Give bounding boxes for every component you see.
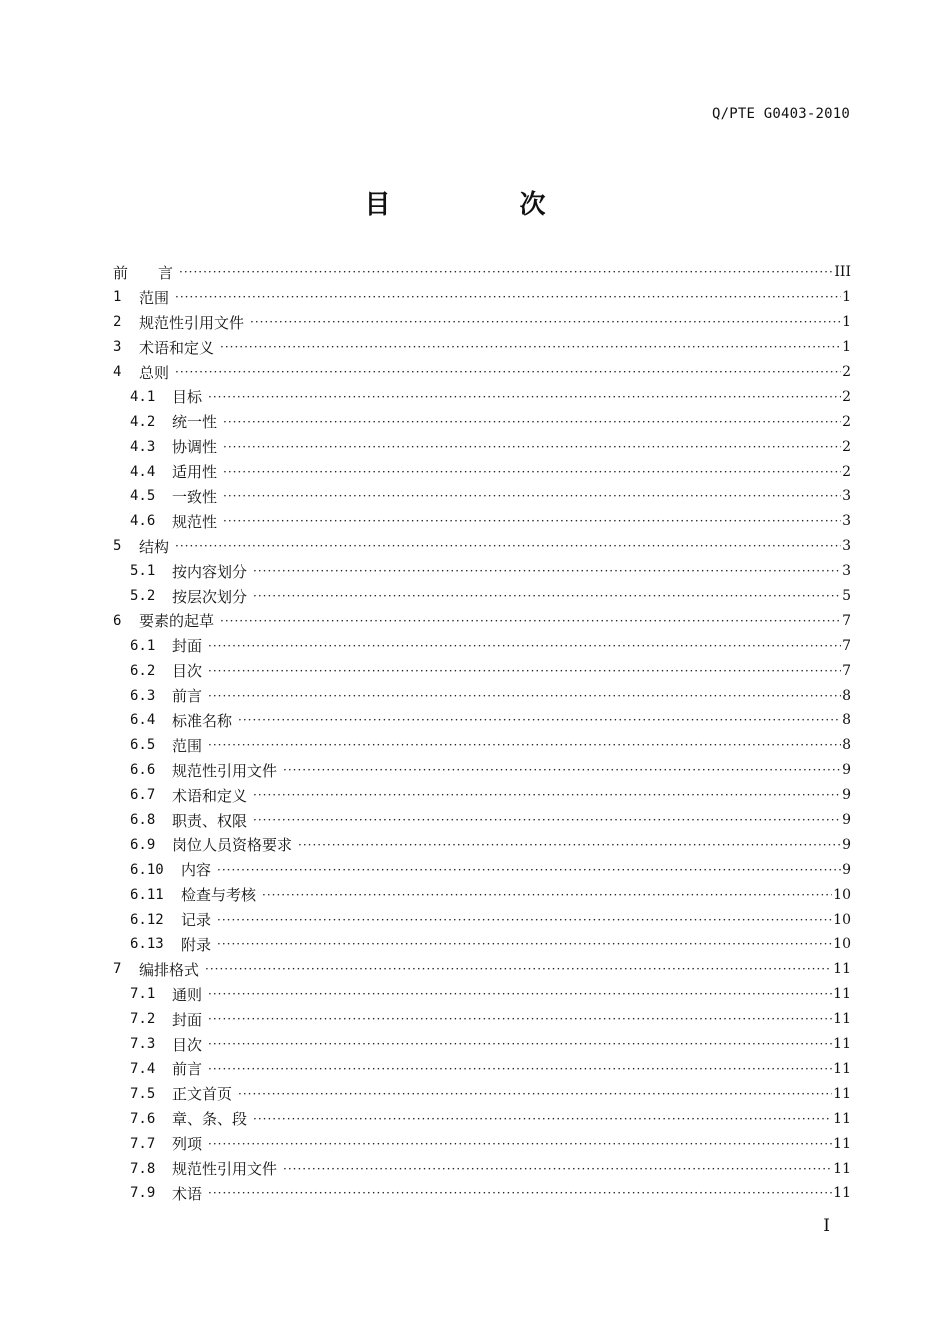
toc-entry-number: 7.2: [130, 1011, 156, 1028]
toc-entry-page: 11: [833, 1135, 851, 1152]
toc-entry-number: 6.12: [130, 911, 164, 928]
toc-leader-dots: [208, 1037, 832, 1051]
toc-entry-page: 10: [833, 886, 851, 903]
toc-entry-page: 7: [842, 662, 851, 679]
toc-entry-page: 2: [842, 364, 851, 380]
toc-entry[interactable]: [113, 1181, 851, 1206]
toc-entry-label: 总则: [139, 363, 170, 382]
toc-entry-number: 5: [113, 538, 122, 555]
toc-entry-page: 11: [833, 1085, 851, 1102]
toc-entry-number: 6.11: [130, 886, 164, 903]
toc-entry-label: 目次: [172, 1035, 203, 1054]
toc-entry[interactable]: [113, 409, 851, 434]
toc-entry-number: 6.1: [130, 637, 156, 654]
toc-entry-label: 封面: [172, 637, 203, 656]
toc-entry-page: 11: [833, 1011, 851, 1028]
toc-leader-dots: [253, 788, 841, 802]
toc-entry-page: 2: [842, 388, 851, 405]
toc-leader-dots: [217, 863, 841, 877]
toc-entry-number: 4.6: [130, 513, 156, 530]
toc-entry-page: 1: [842, 289, 851, 306]
toc-entry-label: 标准名称: [172, 711, 233, 730]
toc-entry-number: 7.8: [130, 1160, 156, 1177]
toc-entry[interactable]: [113, 384, 851, 409]
toc-entry[interactable]: [113, 758, 851, 783]
toc-entry-label: 协调性: [172, 438, 218, 457]
toc-entry-number: 6.4: [130, 712, 156, 729]
toc-leader-dots: [223, 440, 841, 454]
toc-leader-dots: [208, 987, 832, 1001]
toc-entry-page: 11: [833, 1060, 851, 1077]
toc-entry-number: 4.2: [130, 413, 156, 430]
toc-entry-page: 8: [842, 712, 851, 729]
toc-leader-dots: [208, 639, 841, 653]
toc-entry-number: 6.13: [130, 936, 164, 953]
toc-entry-number: 3: [113, 339, 122, 356]
toc-entry[interactable]: [113, 1106, 851, 1131]
toc-entry-label: 要素的起草: [139, 612, 215, 631]
toc-entry-label: 列项: [172, 1135, 203, 1154]
toc-entry-label: 按层次划分: [172, 587, 248, 606]
toc-entry-label: 内容: [181, 861, 212, 880]
toc-entry-page: 1: [842, 339, 851, 356]
toc-leader-dots: [179, 265, 833, 279]
toc-entry[interactable]: [113, 783, 851, 808]
toc-leader-dots: [283, 1162, 832, 1176]
toc-entry-page: III: [834, 264, 851, 281]
toc-leader-dots: [253, 813, 841, 827]
toc-entry-number: 4: [113, 364, 122, 380]
toc-leader-dots: [208, 390, 841, 404]
toc-entry-page: 2: [842, 413, 851, 430]
toc-entry-page: 3: [842, 513, 851, 530]
toc-entry[interactable]: [113, 434, 851, 459]
toc-entry[interactable]: [113, 708, 851, 733]
toc-entry-number: 7: [113, 961, 122, 978]
toc-entry[interactable]: [113, 608, 851, 633]
toc-entry-page: 3: [842, 488, 851, 505]
toc-entry-number: 7.1: [130, 986, 156, 1003]
toc-entry[interactable]: [113, 1081, 851, 1106]
toc-leader-dots: [223, 514, 841, 528]
toc-leader-dots: [208, 738, 841, 752]
toc-entry-number: 5.1: [130, 563, 156, 580]
toc-leader-dots: [217, 937, 832, 951]
toc-leader-dots: [175, 290, 841, 304]
toc-entry-label: 前 言: [113, 263, 174, 282]
toc-entry-page: 11: [833, 1110, 851, 1127]
toc-leader-dots: [220, 340, 841, 354]
toc-entry[interactable]: [113, 733, 851, 758]
toc-entry-page: 11: [833, 1160, 851, 1177]
toc-entry-number: 6.6: [130, 762, 156, 779]
toc-leader-dots: [238, 713, 841, 727]
toc-entry[interactable]: [113, 957, 851, 982]
toc-entry-number: 4.1: [130, 388, 156, 405]
toc-entry[interactable]: [113, 260, 851, 285]
toc-entry-label: 前言: [172, 687, 203, 706]
toc-leader-dots: [208, 1012, 832, 1026]
toc-entry-number: 4.5: [130, 488, 156, 505]
toc-entry-number: 7.5: [130, 1085, 156, 1102]
toc-leader-dots: [262, 888, 832, 902]
toc-entry-label: 术语和定义: [139, 338, 215, 357]
toc-entry-label: 结构: [139, 537, 170, 556]
toc-entry-label: 检查与考核: [181, 886, 257, 905]
toc-entry[interactable]: [113, 907, 851, 932]
toc-entry-number: 7.4: [130, 1060, 156, 1077]
page-number: I: [823, 1216, 830, 1236]
toc-entry-page: 11: [833, 1185, 851, 1202]
toc-entry[interactable]: [113, 1131, 851, 1156]
toc-entry[interactable]: [113, 658, 851, 683]
toc-entry-number: 5.2: [130, 588, 156, 605]
toc-entry-page: 11: [833, 961, 851, 978]
toc-entry-page: 5: [842, 588, 851, 605]
toc-entry[interactable]: [113, 1156, 851, 1181]
toc-entry-number: 6.2: [130, 662, 156, 679]
toc-entry-number: 6.3: [130, 687, 156, 704]
toc-entry-number: 6: [113, 612, 122, 629]
toc-entry[interactable]: [113, 832, 851, 857]
toc-entry-label: 规范性: [172, 512, 218, 531]
toc-entry-number: 7.6: [130, 1110, 156, 1127]
toc-entry-page: 1: [842, 314, 851, 331]
toc-entry[interactable]: [113, 683, 851, 708]
toc-leader-dots: [208, 1062, 832, 1076]
toc-entry-label: 统一性: [172, 413, 218, 432]
toc-entry-label: 术语和定义: [172, 786, 248, 805]
toc-entry-label: 规范性引用文件: [172, 761, 278, 780]
toc-entry-number: 6.5: [130, 737, 156, 754]
toc-entry[interactable]: [113, 1007, 851, 1032]
toc-entry-number: 7.3: [130, 1036, 156, 1053]
toc-leader-dots: [175, 365, 841, 379]
toc-entry-label: 范围: [172, 736, 203, 755]
toc-entry-page: 11: [833, 1036, 851, 1053]
toc-entry[interactable]: [113, 360, 851, 385]
toc-entry-page: 7: [842, 637, 851, 654]
toc-entry-page: 9: [842, 812, 851, 829]
toc-entry[interactable]: [113, 335, 851, 360]
toc-leader-dots: [208, 1186, 832, 1200]
toc-entry-number: 4.3: [130, 438, 156, 455]
toc-leader-dots: [238, 1087, 832, 1101]
toc-entry[interactable]: [113, 1057, 851, 1082]
toc-entry-page: 11: [833, 986, 851, 1003]
toc-entry[interactable]: [113, 459, 851, 484]
toc-leader-dots: [205, 962, 832, 976]
toc-entry-page: 2: [842, 463, 851, 480]
toc-entry-number: 6.9: [130, 836, 156, 853]
toc-entry-label: 前言: [172, 1060, 203, 1079]
toc-entry-label: 范围: [139, 288, 170, 307]
toc-entry-page: 10: [833, 911, 851, 928]
toc-entry-label: 正文首页: [172, 1085, 233, 1104]
toc-leader-dots: [208, 689, 841, 703]
toc-entry[interactable]: [113, 509, 851, 534]
toc-entry[interactable]: [113, 584, 851, 609]
toc-leader-dots: [220, 614, 841, 628]
toc-leader-dots: [253, 1112, 832, 1126]
toc-entry-label: 目标: [172, 388, 203, 407]
toc-entry-label: 术语: [172, 1184, 203, 1203]
toc-entry-number: 2: [113, 314, 122, 331]
toc-entry-page: 3: [842, 563, 851, 580]
toc-entry-label: 规范性引用文件: [172, 1160, 278, 1178]
toc-entry-label: 章、条、段: [172, 1110, 248, 1129]
toc-entry-page: 8: [842, 687, 851, 704]
toc-entry-page: 10: [833, 936, 851, 953]
toc-entry-page: 9: [842, 861, 851, 878]
toc-entry[interactable]: [113, 857, 851, 882]
toc-leader-dots: [223, 465, 841, 479]
toc-leader-dots: [208, 664, 841, 678]
toc-entry-label: 通则: [172, 985, 203, 1004]
toc-entry[interactable]: [113, 285, 851, 310]
toc-entry[interactable]: [113, 484, 851, 509]
toc-entry-number: 7.7: [130, 1135, 156, 1152]
toc-leader-dots: [175, 539, 841, 553]
toc-entry-label: 岗位人员资格要求: [172, 836, 293, 855]
toc-entry[interactable]: [113, 633, 851, 658]
toc-entry-page: 8: [842, 737, 851, 754]
document-code: Q/PTE G0403-2010: [711, 106, 850, 122]
toc-leader-dots: [298, 838, 841, 852]
table-of-contents: [113, 260, 851, 1206]
toc-entry[interactable]: [113, 534, 851, 559]
toc-entry-number: 6.8: [130, 812, 156, 829]
toc-entry-page: 2: [842, 438, 851, 455]
toc-leader-dots: [208, 1137, 832, 1151]
toc-entry-number: 6.10: [130, 861, 164, 878]
toc-entry-label: 封面: [172, 1010, 203, 1029]
toc-entry-number: 4.4: [130, 463, 156, 480]
toc-entry-page: 9: [842, 836, 851, 853]
toc-entry-label: 记录: [181, 911, 212, 930]
toc-entry[interactable]: [113, 982, 851, 1007]
page-title: 目 次: [364, 190, 586, 220]
toc-entry-label: 附录: [181, 935, 212, 954]
toc-leader-dots: [253, 589, 841, 603]
toc-entry[interactable]: [113, 808, 851, 833]
toc-entry-page: 9: [842, 787, 851, 804]
toc-leader-dots: [223, 489, 841, 503]
toc-entry-number: 7.9: [130, 1185, 156, 1202]
toc-entry-page: 9: [842, 762, 851, 779]
toc-entry-number: 1: [113, 289, 122, 306]
toc-leader-dots: [283, 763, 841, 777]
toc-leader-dots: [253, 564, 841, 578]
toc-entry[interactable]: [113, 882, 851, 907]
toc-entry-label: 目次: [172, 662, 203, 681]
toc-entry-label: 规范性引用文件: [139, 313, 245, 332]
toc-entry-label: 职责、权限: [172, 811, 248, 830]
toc-leader-dots: [250, 315, 841, 329]
toc-entry-page: 7: [842, 612, 851, 629]
toc-entry[interactable]: [113, 310, 851, 335]
toc-entry[interactable]: [113, 559, 851, 584]
toc-entry[interactable]: [113, 932, 851, 957]
toc-entry[interactable]: [113, 1032, 851, 1057]
toc-entry-label: 编排格式: [139, 960, 200, 979]
toc-entry-label: 按内容划分: [172, 562, 248, 581]
toc-leader-dots: [223, 415, 841, 429]
toc-entry-label: 一致性: [172, 487, 218, 506]
toc-leader-dots: [217, 913, 832, 927]
toc-entry-number: 6.7: [130, 787, 156, 804]
toc-entry-label: 适用性: [172, 463, 218, 482]
toc-entry-page: 3: [842, 538, 851, 555]
